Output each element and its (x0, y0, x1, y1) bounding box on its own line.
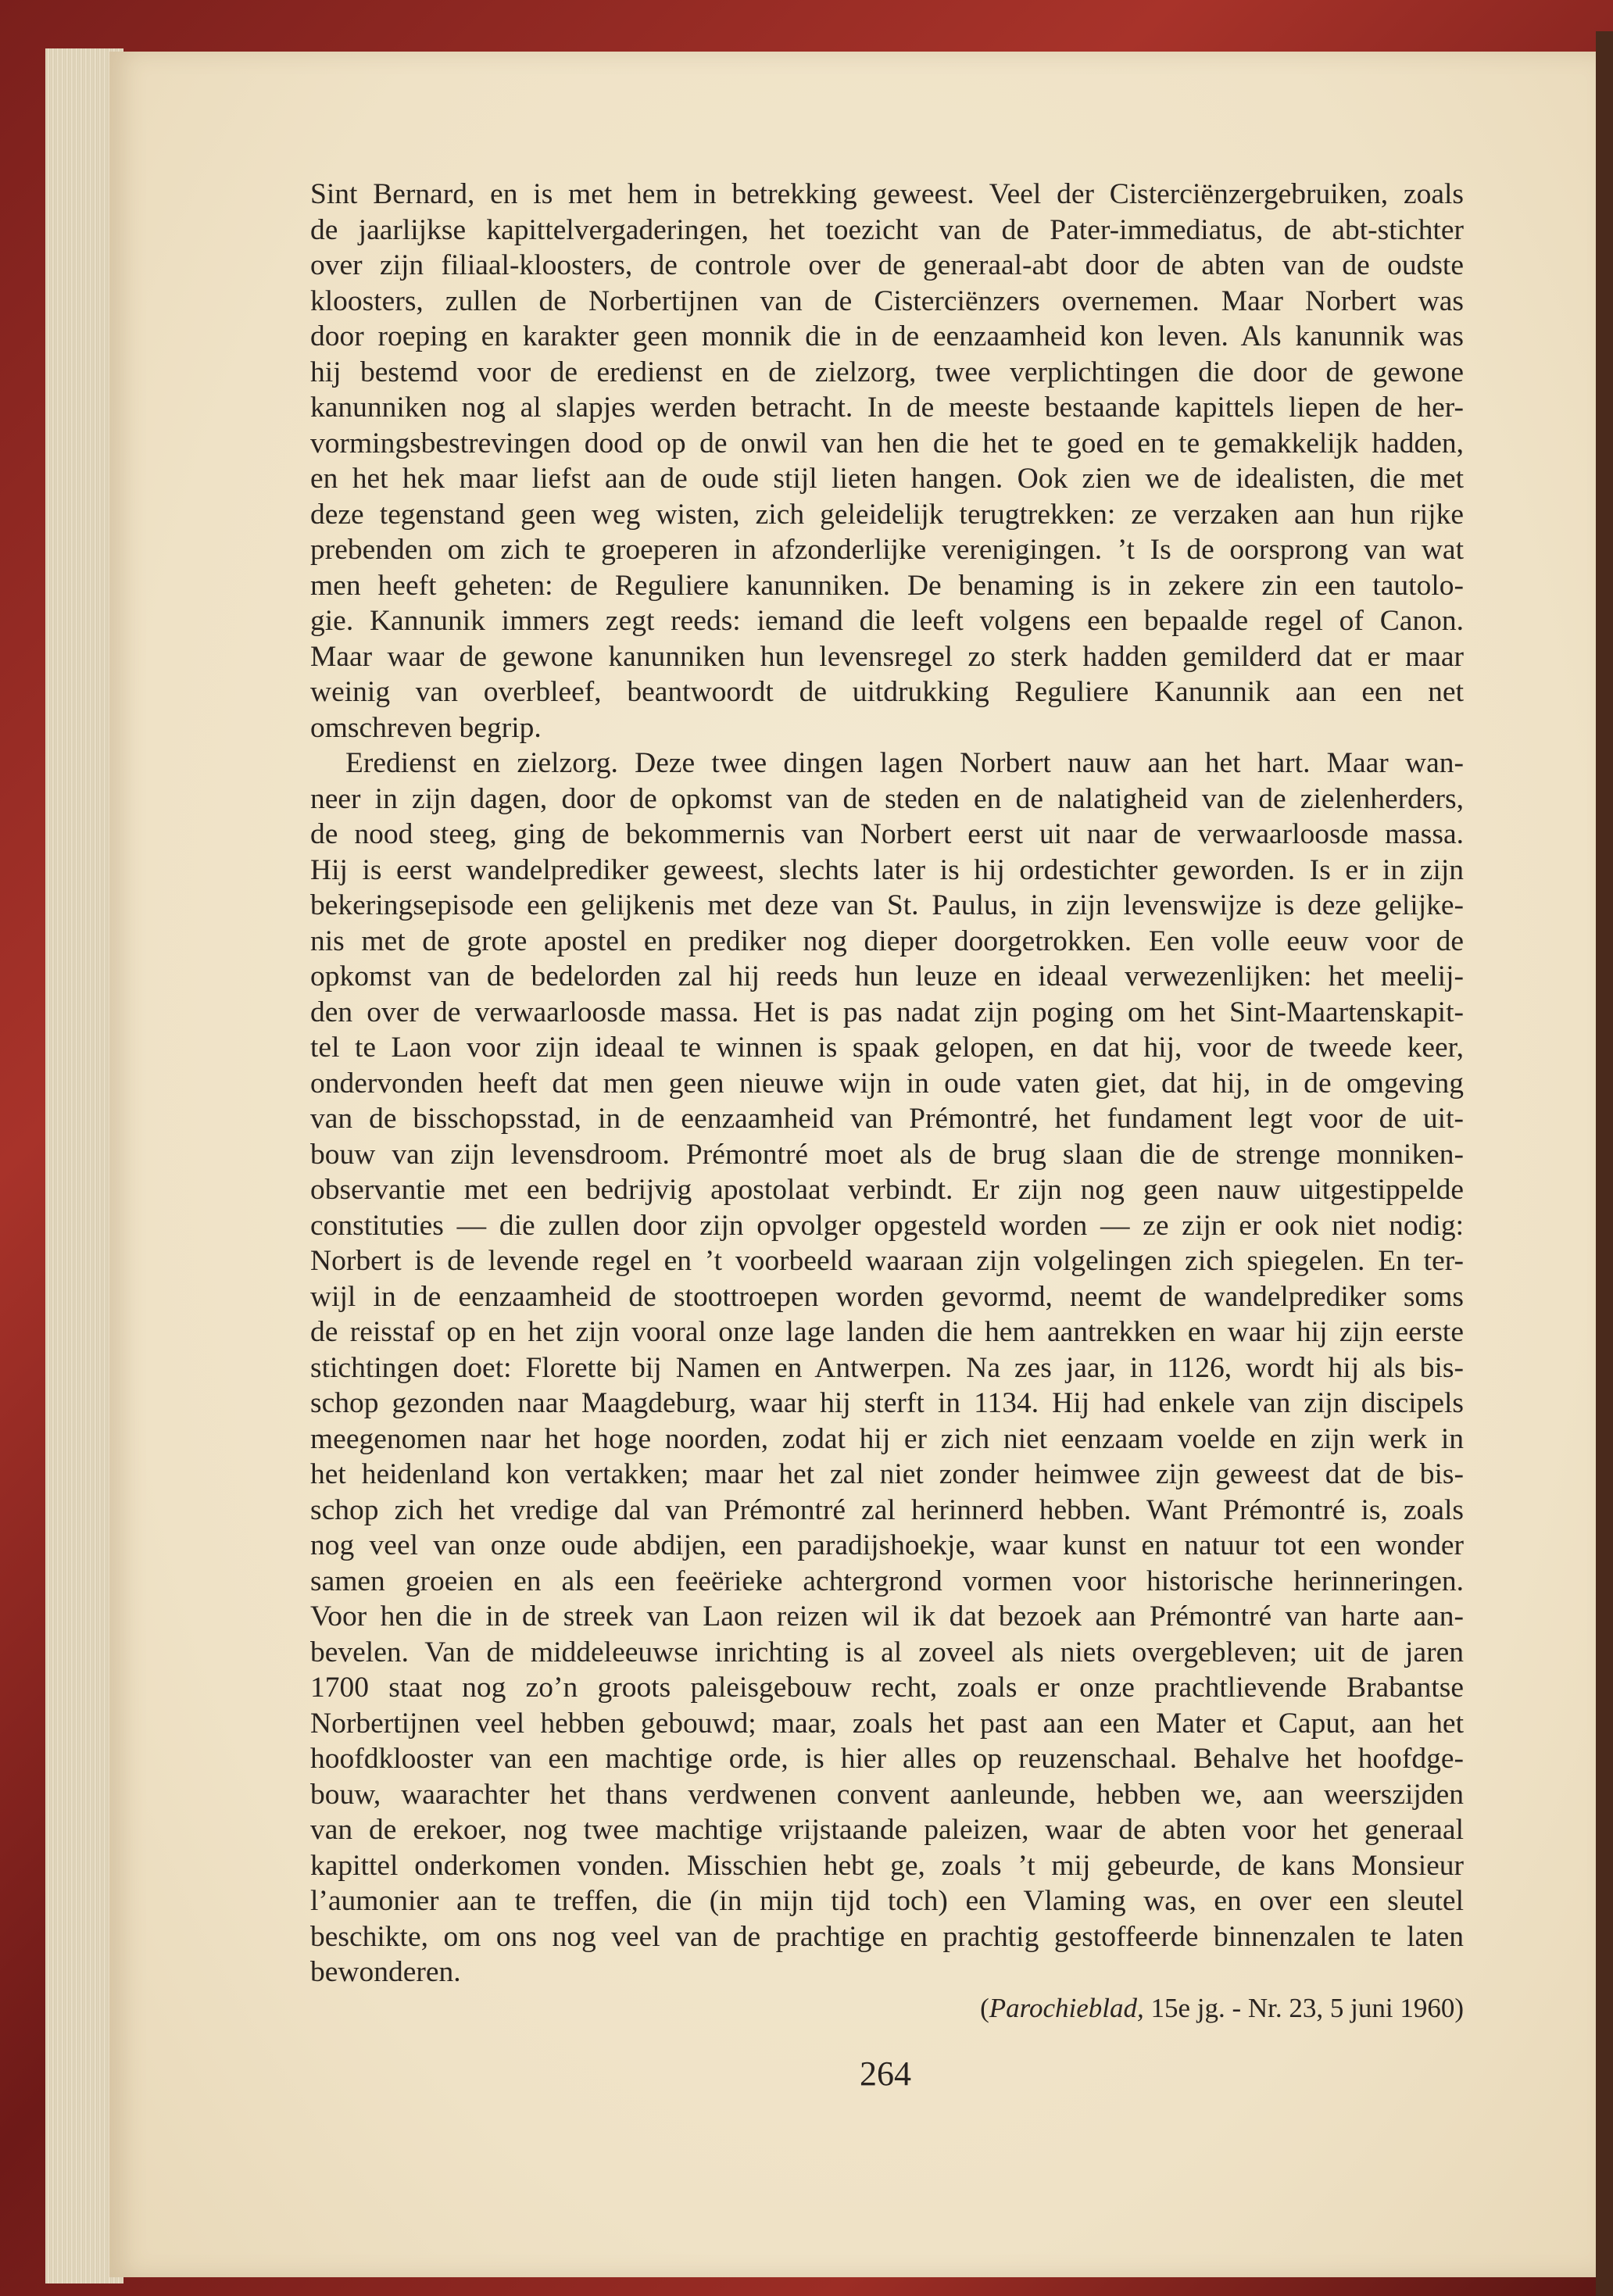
paragraph (310, 746, 1464, 1990)
text-line: weinig van overbleef, beantwoordt de uitdrukking Reguliere Kanunnik aan een net (310, 676, 1464, 708)
text-line: Sint Bernard, en is met hem in betrekking geweest. Veel der Cisterciënzergebruiken, zoals (310, 178, 1464, 210)
text-line: omschreven begrip. (310, 711, 542, 744)
text-line: Maar waar de gewone kanunniken hun levensregel zo sterk hadden gemilderd dat er maar (310, 640, 1464, 673)
body-text (310, 177, 1464, 1990)
text-line: bouw, waarachter het thans verdwenen convent aanleunde, hebben we, aan weerszijden (310, 1778, 1464, 1811)
text-line: kloosters, zullen de Norbertijnen van de Cisterciënzers overnemen. Maar Norbert was (310, 284, 1464, 317)
text-line: bevelen. Van de middeleeuwse inrichting is al zoveel als niets overgebleven; uit de jaren (310, 1636, 1464, 1668)
text-line: de reisstaf op en het zijn vooral onze lage landen die hem aantrekken en waar hij zijn eerste (310, 1316, 1464, 1348)
text-line: 1700 staat nog zo’n groots paleisgebouw recht, zoals er onze prachtlievende Brabantse (310, 1672, 1464, 1704)
source-open-paren: ( (980, 1993, 989, 2023)
text-line: de nood steeg, ging de bekommernis van Norbert eerst uit naar de verwaarloosde massa. (310, 818, 1464, 850)
text-line: Voor hen die in de streek van Laon reizen wil ik dat bezoek aan Prémontré van harte aan- (310, 1600, 1464, 1633)
text-line: over zijn filiaal-kloosters, de controle over de generaal-abt door de abten van de oudste (310, 249, 1464, 281)
text-line: hij bestemd voor de eredienst en de zielzorg, twee verplichtingen die door de gewone (310, 356, 1464, 388)
text-line: bekeringsepisode een gelijkenis met deze van St. Paulus, in zijn levenswijze is deze gelijke- (310, 889, 1464, 921)
text-line: men heeft geheten: de Reguliere kanunniken. De benaming is in zekere zin een tautolo- (310, 569, 1464, 602)
text-line: het heidenland kon vertakken; maar het zal niet zonder heimwee zijn geweest dat de bis- (310, 1458, 1464, 1490)
text-line: gie. Kannunik immers zegt reeds: iemand die leeft volgens een bepaalde regel of Canon. (310, 605, 1464, 637)
text-line: vormingsbestrevingen dood op de onwil van hen die het te goed en te gemakkelijk hadden, (310, 427, 1464, 460)
text-line: observantie met een bedrijvig apostolaat verbindt. Er zijn nog geen nauw uitgestippelde (310, 1174, 1464, 1206)
text-line: tel te Laon voor zijn ideaal te winnen is spaak gelopen, en dat hij, voor de tweede keer, (310, 1032, 1464, 1064)
text-line: wijl in de eenzaamheid de stoottroepen worden gevormd, neemt de wandelprediker soms (310, 1280, 1464, 1313)
text-line: Norbertijnen veel hebben gebouwd; maar, zoals het past aan een Mater et Caput, aan het (310, 1707, 1464, 1740)
text-line: Norbert is de levende regel en ’t voorbeeld waaraan zijn volgelingen zich spiegelen. En ter- (310, 1245, 1464, 1277)
text-line: neer in zijn dagen, door de opkomst van de steden en de nalatigheid van de zielenherders, (310, 782, 1464, 815)
text-line: meegenomen naar het hoge noorden, zodat hij er zich niet eenzaam voelde en zijn werk in (310, 1422, 1464, 1455)
text-line: samen groeien en als een feeërieke achtergrond vormen voor historische herinneringen. (310, 1565, 1464, 1597)
text-line: deze tegenstand geen weg wisten, zich geleidelijk terugtrekken: ze verzaken aan hun rijke (310, 498, 1464, 531)
text-line: prebenden om zich te groeperen in afzonderlijke verenigingen. ’t Is de oorsprong van wat (310, 534, 1464, 566)
facing-page-edge (1596, 31, 1613, 2296)
text-line: nis met de grote apostel en prediker nog dieper doorgetrokken. Een volle eeuw voor de (310, 924, 1464, 957)
text-line: van de bisschopsstad, in de eenzaamheid van Prémontré, het fundament legt voor de uit- (310, 1103, 1464, 1135)
text-line: bouw van zijn levensdroom. Prémontré moet als de brug slaan die de strenge monniken- (310, 1138, 1464, 1171)
text-line: door roeping en karakter geen monnik die in de eenzaamheid kon leven. Als kanunnik was (310, 320, 1464, 352)
paragraph (310, 177, 1464, 746)
text-line: kapittel onderkomen vonden. Misschien hebt ge, zoals ’t mij gebeurde, de kans Monsieur (310, 1849, 1464, 1882)
text-line: opkomst van de bedelorden zal hij reeds hun leuze en ideaal verwezenlijken: het meelij- (310, 960, 1464, 992)
text-line: schop gezonden naar Maagdeburg, waar hij sterft in 1134. Hij had enkele van zijn discipels (310, 1387, 1464, 1419)
text-line: de jaarlijkse kapittelvergaderingen, het toezicht van de Pater-immediatus, de abt-stichter (310, 213, 1464, 246)
text-line: stichtingen doet: Florette bij Namen en Antwerpen. Na zes jaar, in 1126, wordt hij als bis- (310, 1351, 1464, 1384)
text-line: constituties — die zullen door zijn opvolger opgesteld worden — ze zijn er ook niet nodig: (310, 1209, 1464, 1242)
text-line: en het hek maar liefst aan de oude stijl lieten hangen. Ook zien we de idealisten, die met (310, 463, 1464, 495)
page-number: 264 (860, 2055, 911, 2093)
source-publication: Parochieblad, (989, 1993, 1144, 2023)
text-line: den over de verwaarloosde massa. Het is pas nadat zijn poging om het Sint-Maartenskapit- (310, 996, 1464, 1028)
text-line: hoofdklooster van een machtige orde, is hier alles op reuzenschaal. Behalve het hoofdge- (310, 1743, 1464, 1775)
text-line: nog veel van onze oude abdijen, een paradijshoekje, waar kunst en natuur tot een wonder (310, 1529, 1464, 1561)
text-line: l’aumonier aan te treffen, die (in mijn tijd toch) een Vlaming was, en over een sleutel (310, 1885, 1464, 1917)
text-line: schop zich het vredige dal van Prémontré zal herinnerd hebben. Want Prémontré is, zoals (310, 1493, 1464, 1526)
text-line: van de erekoer, nog twee machtige vrijstaande paleizen, waar de abten voor het generaal (310, 1814, 1464, 1846)
text-line: bewonderen. (310, 1956, 461, 1988)
text-line: kanunniken nog al slapjes werden betracht. In de meeste bestaande kapittels liepen de her- (310, 392, 1464, 424)
source-citation (980, 1993, 1464, 2024)
text-line: Eredienst en zielzorg. Deze twee dingen lagen Norbert nauw aan het hart. Maar wan- (345, 747, 1464, 779)
text-line: beschikte, om ons nog veel van de prachtige en prachtig gestoffeerde binnenzalen te laten (310, 1920, 1464, 1953)
source-details: 15e jg. - Nr. 23, 5 juni 1960) (1143, 1993, 1464, 2023)
text-line: ondervonden heeft dat men geen nieuwe wijn in oude vaten giet, dat hij, in de omgeving (310, 1067, 1464, 1100)
text-line: Hij is eerst wandelprediker geweest, slechts later is hij ordestichter geworden. Is er in zijn (310, 853, 1464, 886)
